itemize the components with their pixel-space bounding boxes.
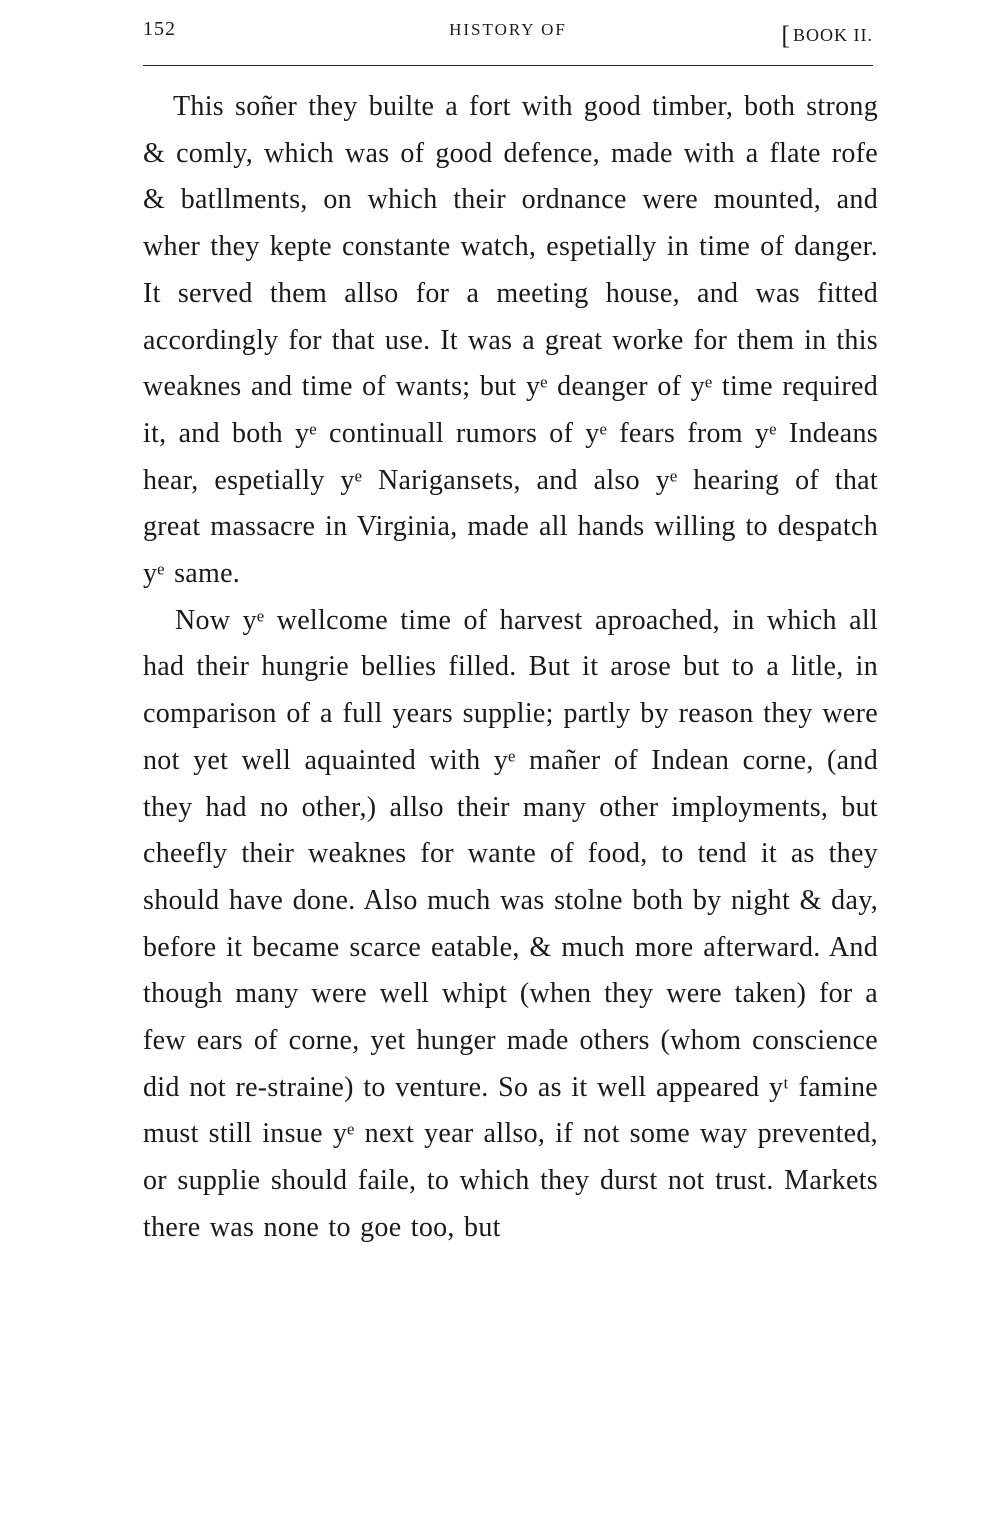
page-number: 152 <box>143 18 176 40</box>
running-header <box>143 18 873 48</box>
paragraph-2: Now yᵉ wellcome time of harvest aproached, in which all had their hungrie bellies filled. But it arose but to a litle, in comparison of a full years supplie; partly by reason they were not yet well aquainted with yᵉ mañer of Indean corne, (and they had no other,) allso their many other imployments, but cheefly their weaknes for wante of food, to tend it as they should have done. Also much was stolne both by night & day, before it became scarce eatable, & much more afterward. And though many were well whipt (when they were taken) for a few ears of corne, yet hunger made others (whom conscience did not re-straine) to venture. So as it well appeared yᵗ famine must still insue yᵉ next year allso, if not some way prevented, or supplie should faile, to which they durst not trust. Markets there was none to goe too, but <box>143 604 878 1243</box>
paragraph-1: This soñer they builte a fort with good timber, both strong & comly, which was of good defence, made with a flate rofe & batllments, on which their ordnance were mounted, and wher they kepte constante watch, espetially in time of danger. It served them allso for a meeting house, and was fitted accordingly for that use. It was a great worke for them in this weaknes and time of wants; but yᵉ deanger of yᵉ time required it, and both yᵉ continuall rumors of yᵉ fears from yᵉ Indeans hear, espetially yᵉ Narigansets, and also yᵉ hearing of that great massacre in Virginia, made all hands willing to despatch yᵉ same. <box>143 91 878 590</box>
page-body <box>143 84 878 1252</box>
book-label <box>781 18 873 48</box>
book-bracket: [ <box>781 21 791 50</box>
running-title: HISTORY OF <box>449 20 567 39</box>
book-text: BOOK II. <box>793 25 873 45</box>
header-rule <box>143 65 873 66</box>
